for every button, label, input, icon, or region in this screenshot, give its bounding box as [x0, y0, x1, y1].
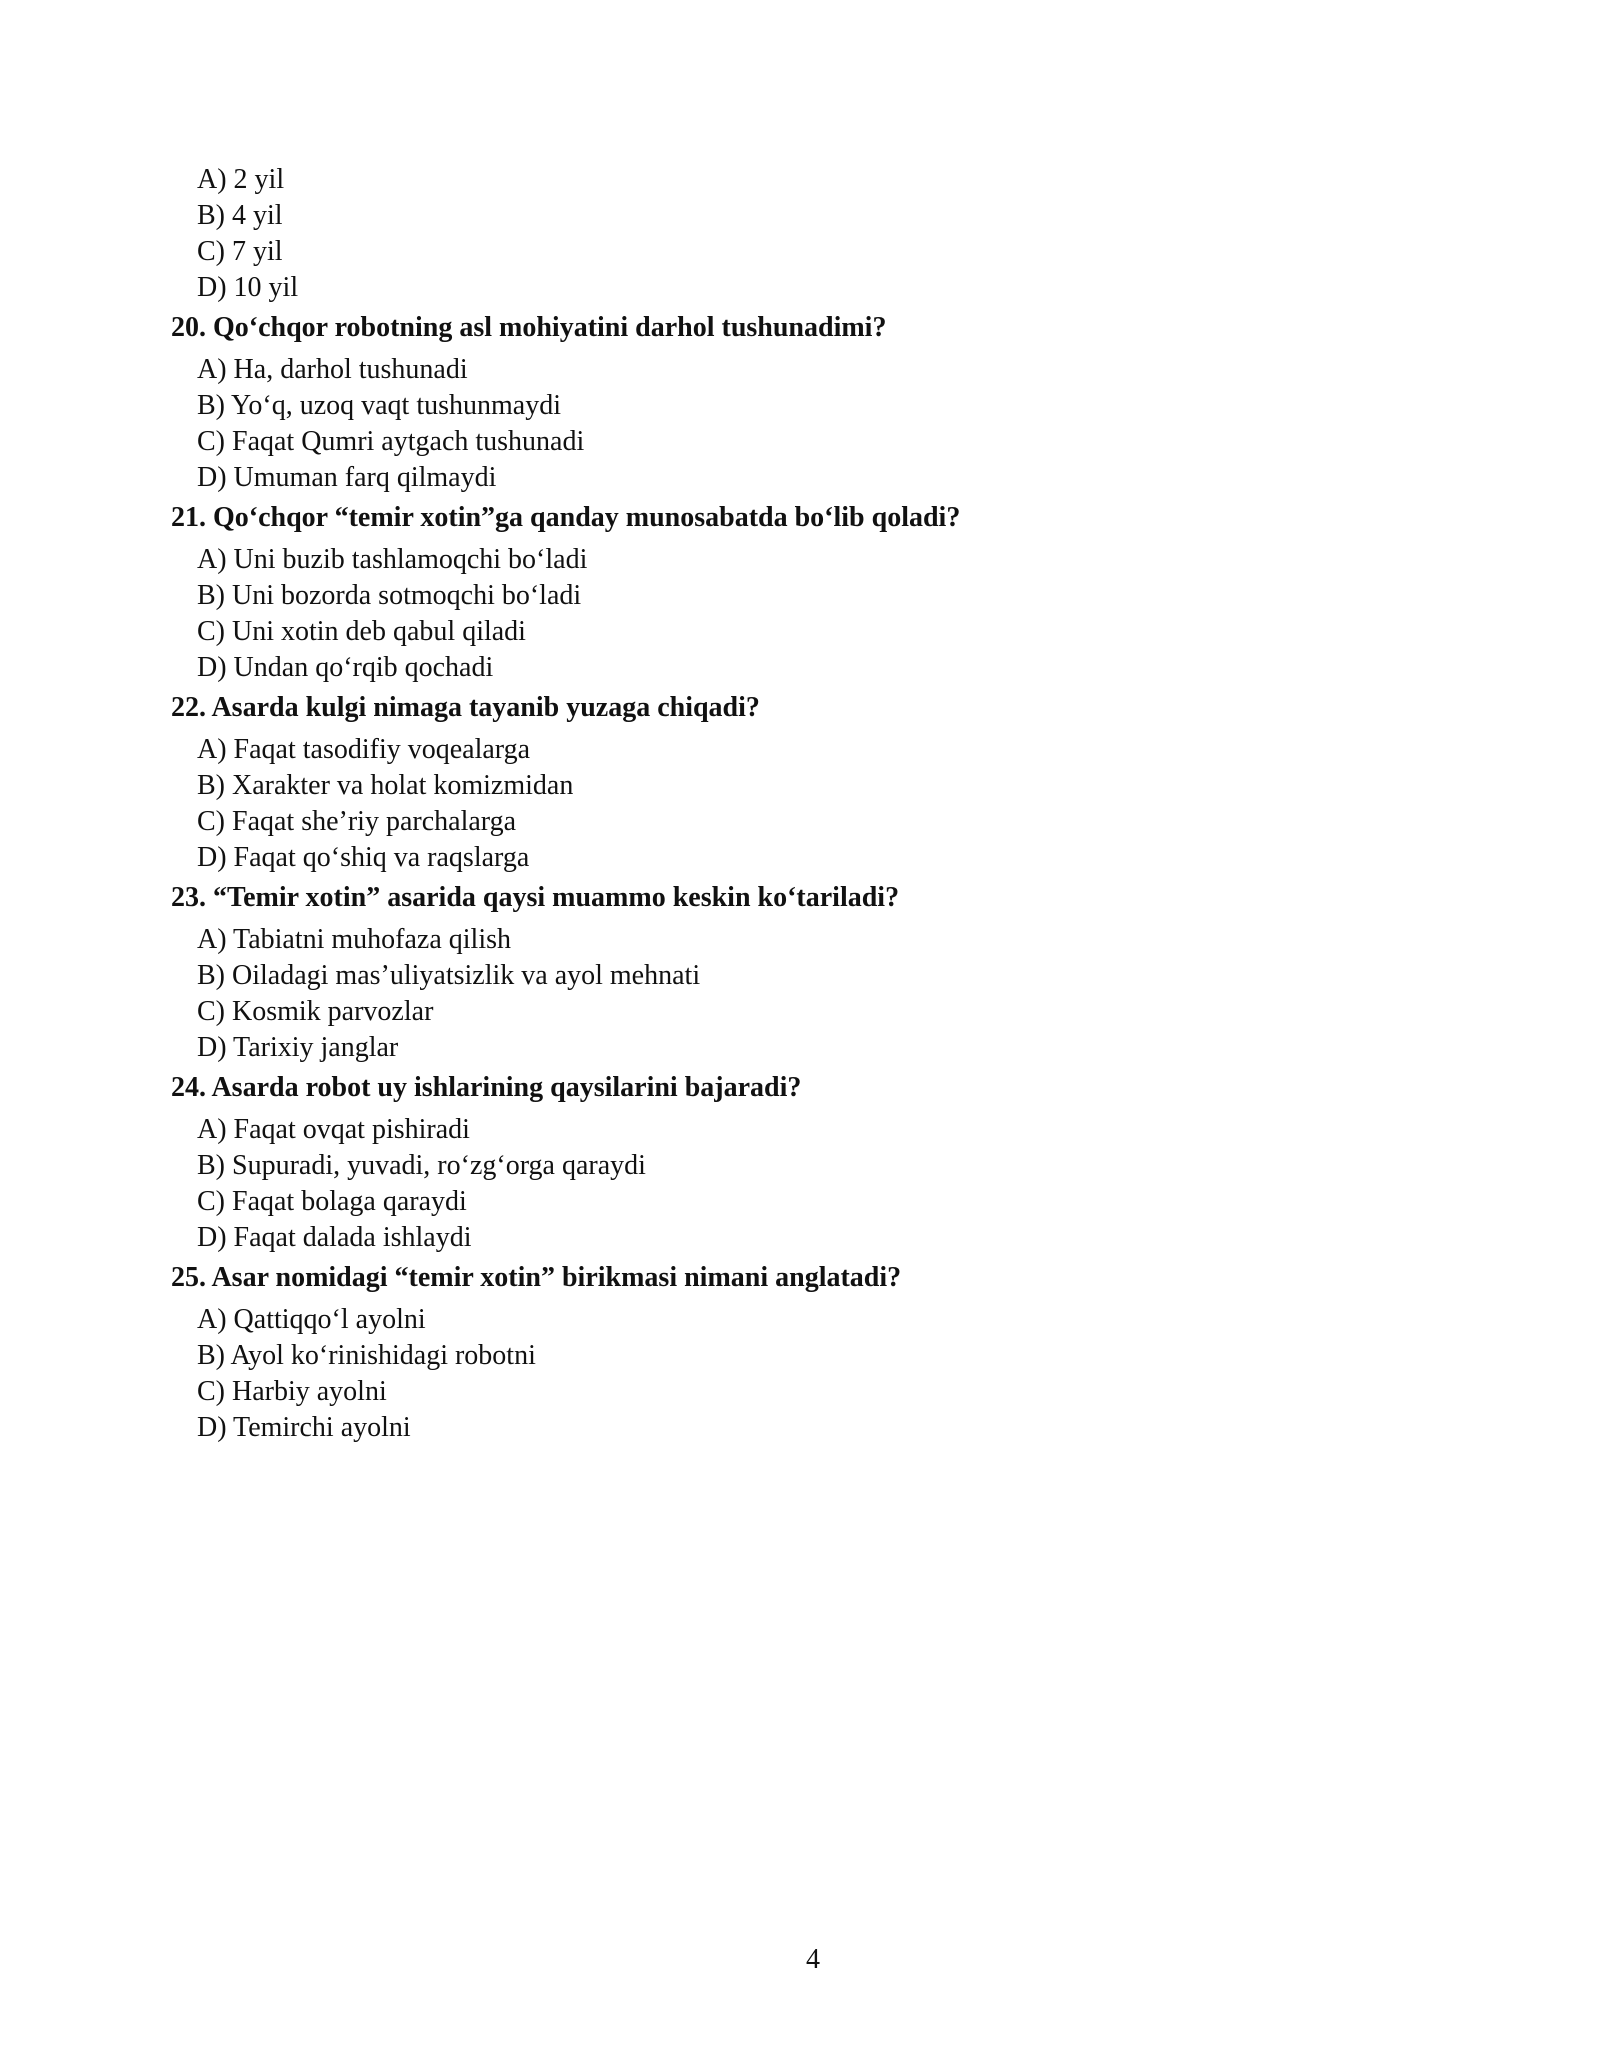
option-b: B) Oiladagi mas’uliyatsizlik va ayol mehnati [197, 960, 701, 991]
option-b: B) Xarakter va holat komizmidan [197, 770, 574, 801]
option-d: D) Tarixiy janglar [197, 1032, 399, 1063]
option-a: A) 2 yil [197, 164, 285, 195]
option-d: D) Undan qo‘rqib qochadi [197, 652, 494, 683]
option-a: A) Faqat tasodifiy voqealarga [197, 734, 531, 765]
question-24 [171, 1070, 1471, 1256]
option-d: D) Faqat qo‘shiq va raqslarga [197, 842, 530, 873]
question-22 [171, 690, 1471, 876]
option-d: D) Faqat dalada ishlaydi [197, 1222, 472, 1253]
option-d: D) Temirchi ayolni [197, 1412, 411, 1443]
option-c: C) Kosmik parvozlar [197, 996, 434, 1027]
question-title: 21. Qo‘chqor “temir xotin”ga qanday munosabatda bo‘lib qoladi? [171, 502, 961, 533]
question-title: 25. Asar nomidagi “temir xotin” birikmasi nimani anglatadi? [171, 1262, 902, 1293]
option-d: D) 10 yil [197, 272, 299, 303]
question-20 [171, 310, 1471, 496]
option-b: B) Uni bozorda sotmoqchi bo‘ladi [197, 580, 582, 611]
question-21 [171, 500, 1471, 686]
question-title: 22. Asarda kulgi nimaga tayanib yuzaga chiqadi? [171, 692, 760, 723]
option-c: C) Harbiy ayolni [197, 1376, 387, 1407]
option-b: B) Supuradi, yuvadi, ro‘zg‘orga qaraydi [197, 1150, 646, 1181]
option-d: D) Umuman farq qilmaydi [197, 462, 497, 493]
option-c: C) Faqat Qumri aytgach tushunadi [197, 426, 585, 457]
option-c: C) Faqat bolaga qaraydi [197, 1186, 467, 1217]
previous-question-options [171, 162, 1471, 306]
option-b: B) Yo‘q, uzoq vaqt tushunmaydi [197, 390, 561, 421]
option-c: C) 7 yil [197, 236, 283, 267]
question-25 [171, 1260, 1471, 1446]
option-a: A) Uni buzib tashlamoqchi bo‘ladi [197, 544, 588, 575]
option-a: A) Tabiatni muhofaza qilish [197, 924, 512, 955]
option-b: B) 4 yil [197, 200, 283, 231]
question-list [171, 162, 1471, 1446]
option-a: A) Faqat ovqat pishiradi [197, 1114, 470, 1145]
question-23 [171, 880, 1471, 1066]
option-a: A) Ha, darhol tushunadi [197, 354, 468, 385]
option-a: A) Qattiqqo‘l ayolni [197, 1304, 426, 1335]
option-c: C) Uni xotin deb qabul qiladi [197, 616, 526, 647]
question-title: 24. Asarda robot uy ishlarining qaysilarini bajaradi? [171, 1072, 802, 1103]
option-b: B) Ayol ko‘rinishidagi robotni [197, 1340, 536, 1371]
question-title: 20. Qo‘chqor robotning asl mohiyatini darhol tushunadimi? [171, 312, 887, 343]
page-number: 4 [806, 1944, 820, 1975]
option-c: C) Faqat she’riy parchalarga [197, 806, 517, 837]
question-title: 23. “Temir xotin” asarida qaysi muammo keskin ko‘tariladi? [171, 882, 900, 913]
